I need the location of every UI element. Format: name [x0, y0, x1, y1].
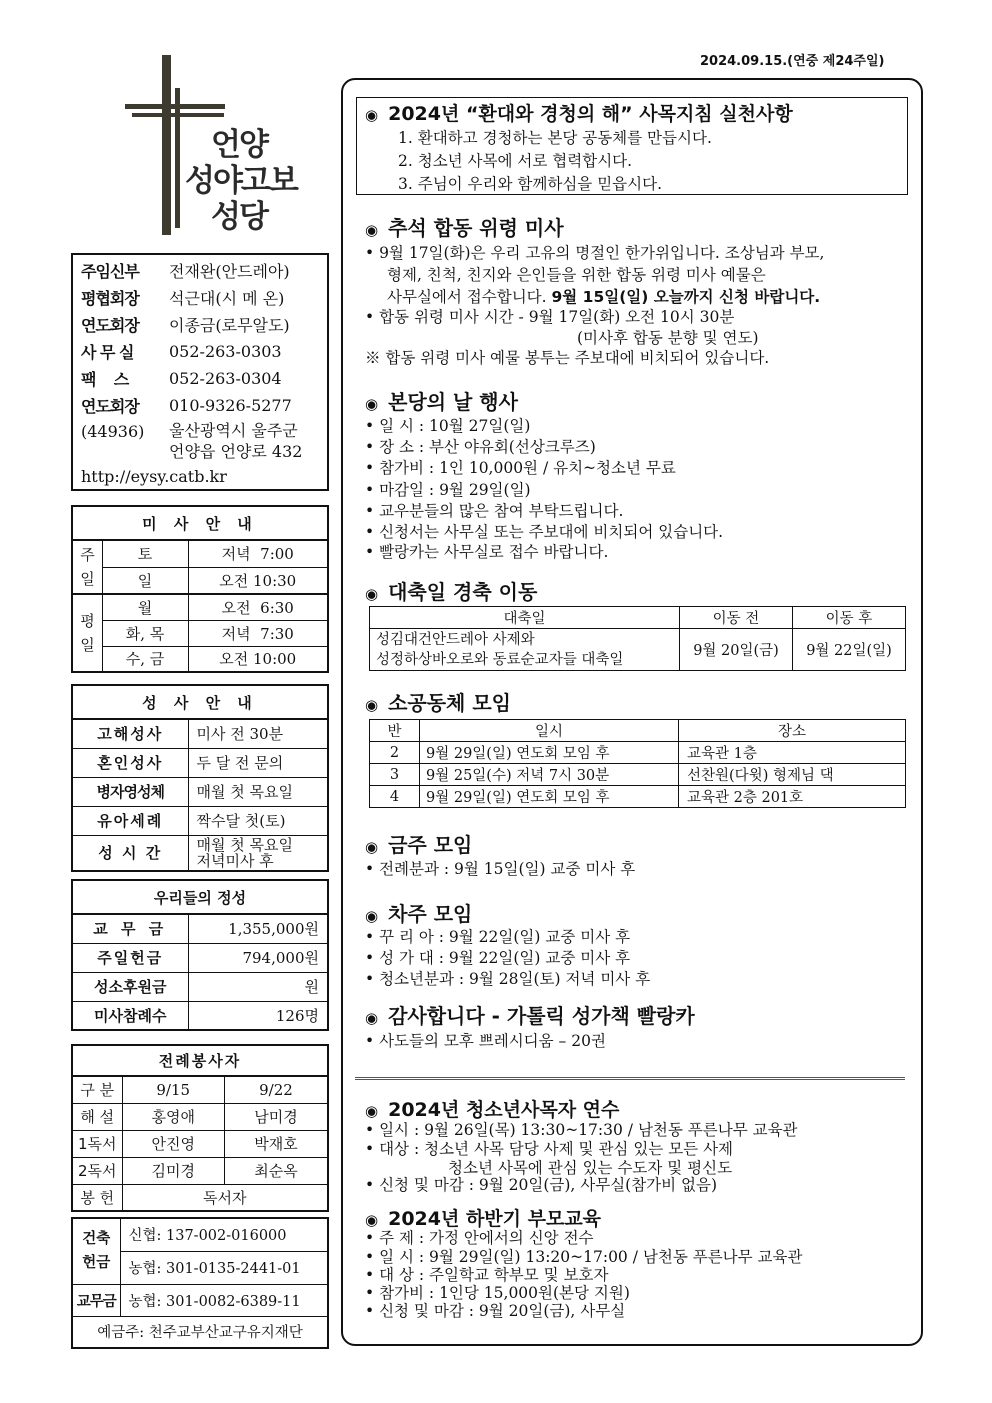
small-table: 반 일시 장소 2 9월 29일(일) 연도회 모임 후 교육관 1층 3 9월 25일(수) 저녁 7시 30분 선찬원(다윗) 형제님 댁 4 9월 29일(일) 연도회 모임 후 교육관 2층 201호 [369, 719, 906, 808]
mass-title: 미 사 안 내 [72, 506, 328, 540]
parish-info: 주임신부 전재완(안드레아) 평협회장 석근대(시 메 온) 연도회장 이종금(로무알도) 사 무 실 052-263-0303 팩 스 052-263-0304 연도회장 010-9326-5277 (44936) 울산광역시 울주군 언양읍 언양로 432 http://eysy.catb.kr [71, 253, 329, 491]
cross-icon [162, 55, 171, 235]
info-key: 주임신부 [81, 262, 139, 281]
issue-date: 2024.09.15.(연중 제24주일) [700, 54, 885, 69]
sunday-label: 주일 [72, 540, 102, 594]
mass-table: 미 사 안 내 주일 토 저녁 7:00 일 오전 10:30 평일 월 오전 6:30 화, 목 저녁 7:30 수, 금 오전 10:00 [71, 505, 329, 673]
pastoral-title: ◉ 2024년 “환대와 경청의 해” 사목지침 실천사항 [365, 103, 793, 125]
website-link[interactable]: http://eysy.catb.kr [81, 467, 227, 486]
servers-table: 전례봉사자 구 분 9/15 9/22 해 설 홍영애 남미경 1독서 안진영 박재호 2독서 김미경 최순옥 봉 헌 독서자 [71, 1044, 329, 1212]
build-label: 건축헌금 [72, 1218, 120, 1284]
logo-text: 언양 성야고보 성당 [185, 127, 297, 235]
sacrament-table: 성 사 안 내 고해성사 미사 전 30분 혼인성사 두 달 전 문의 병자영성체 매월 첫 목요일 유아세례 짝수달 첫(토) 성 시 간 매월 첫 목요일 저녁미사 후 [71, 684, 329, 872]
thisweek-title: ◉ 금주 모임 [365, 833, 473, 857]
cross-bar [125, 104, 225, 109]
chuseok-title: ◉ 추석 합동 위령 미사 [365, 216, 564, 240]
youth-title: ◉ 2024년 청소년사목자 연수 [365, 1099, 620, 1121]
info-key: 연도회장 [81, 397, 139, 416]
cross-icon-inner [175, 88, 180, 228]
info-key: 팩 스 [81, 370, 129, 389]
parishday-title: ◉ 본당의 날 행사 [365, 390, 518, 414]
feast-table: 대축일 이동 전 이동 후 성김대건안드레아 사제와 성정하상바오로와 동료순교자들 대축일 9월 20일(금) 9월 22일(일) [369, 606, 906, 671]
info-key: 사 무 실 [81, 343, 134, 362]
weekday-label: 평일 [72, 594, 102, 672]
divider [355, 1077, 905, 1080]
nextweek-title: ◉ 차주 모임 [365, 902, 473, 926]
feast-title: ◉ 대축일 경축 이동 [365, 580, 538, 604]
small-title: ◉ 소공동체 모임 [365, 691, 511, 715]
cross-bar-inner [132, 113, 224, 117]
account-table: 건축헌금 신협: 137-002-016000 농협: 301-0135-2441-01 교무금 농협: 301-0082-6389-11 예금주: 천주교부산교구유지재단 [71, 1217, 329, 1349]
info-key: 평협회장 [81, 289, 139, 308]
info-key: 연도회장 [81, 316, 139, 335]
address: (44936) 울산광역시 울주군 언양읍 언양로 432 [81, 421, 303, 461]
offering-table: 우리들의 정성 교 무 금 1,355,000원 주일헌금 794,000원 성소후원금 원 미사참례수 126명 [71, 879, 329, 1031]
parents-title: ◉ 2024년 하반기 부모교육 [365, 1208, 602, 1230]
thanks-title: ◉ 감사합니다 - 가톨릭 성가책 빨랑카 [365, 1004, 695, 1028]
